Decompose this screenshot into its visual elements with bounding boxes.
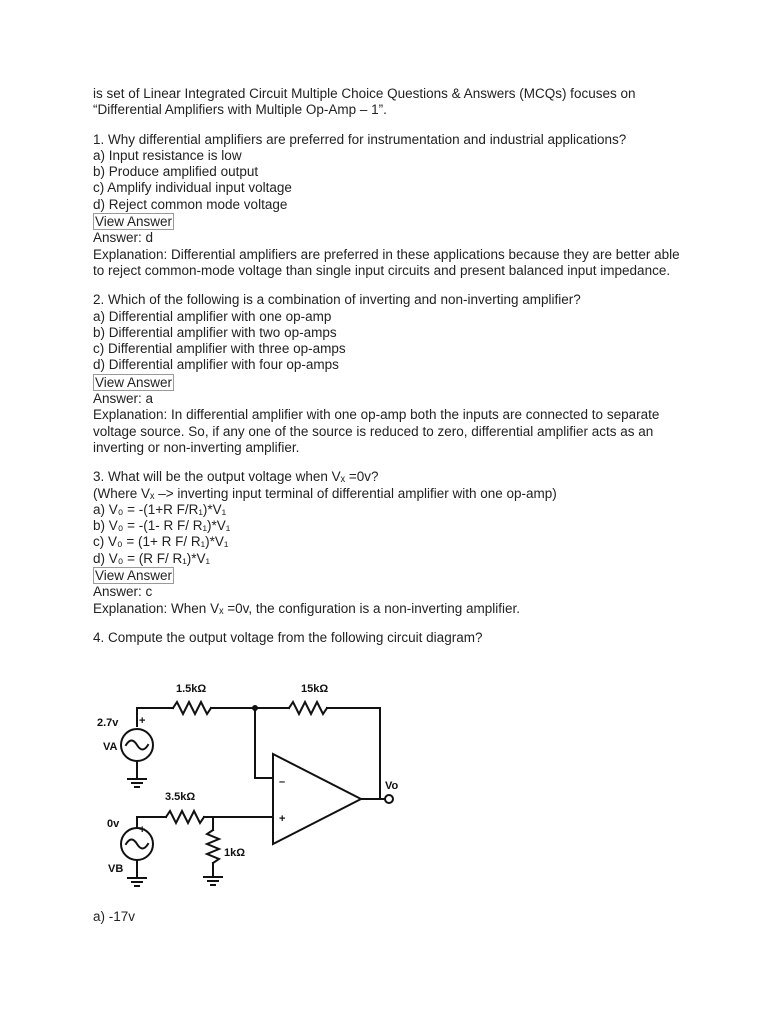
option-a: a) Input resistance is low: [93, 147, 242, 163]
view-answer-button[interactable]: View Answer: [95, 568, 173, 584]
view-answer-button[interactable]: View Answer: [95, 374, 173, 390]
answer-text: Answer: a: [93, 391, 154, 407]
opamp-triangle: [273, 754, 361, 844]
rf-label: 15kΩ: [301, 683, 329, 695]
option-b: b) V₀ = -(1- R F/ R₁)*V₁: [93, 518, 231, 534]
option-a: a) -17v: [93, 909, 136, 924]
option-b: b) Differential amplifier with two op-amps: [93, 324, 337, 340]
option-d: d) Reject common mode voltage: [93, 196, 288, 212]
opamp-minus-label: –: [279, 776, 286, 788]
question-text: 4. Compute the output voltage from the following circuit diagram?: [93, 629, 483, 645]
question-text: 2. Which of the following is a combination of inverting and non-inverting amplifier?: [93, 292, 581, 308]
va-value-label: 2.7v: [97, 717, 119, 729]
resistor-r2: [166, 811, 204, 823]
explanation-text: Explanation: In differential amplifier with one op-amp both the inputs are connected to separate voltage source. So, if any one of the source is reduced to zero, differential amplifier acts as an inverting or non-inverting amplifier.: [93, 407, 660, 455]
va-name-label: VA: [103, 741, 118, 753]
document-body: [93, 86, 693, 646]
ground-icon: [127, 878, 147, 886]
source-plus-label: +: [139, 715, 146, 727]
vb-name-label: VB: [108, 863, 124, 875]
question-3: [93, 469, 693, 617]
explanation-text: Explanation: When Vₓ =0v, the configuration is a non-inverting amplifier.: [93, 600, 521, 616]
r3-label: 1kΩ: [224, 847, 246, 859]
question-2: [93, 292, 693, 456]
option-a: a) Differential amplifier with one op-amp: [93, 308, 332, 324]
question-text: 1. Why differential amplifiers are preferred for instrumentation and industrial applications?: [93, 131, 627, 147]
source-plus-label: +: [139, 824, 146, 836]
question-4: [93, 630, 693, 646]
option-d: d) Differential amplifier with four op-amps: [93, 357, 339, 373]
question-text: 3. What will be the output voltage when Vₓ =0v?: [93, 469, 379, 485]
r2-label: 3.5kΩ: [165, 791, 196, 803]
option-b: b) Produce amplified output: [93, 164, 259, 180]
output-terminal: [385, 795, 393, 803]
vb-value-label: 0v: [107, 818, 120, 830]
view-answer-button[interactable]: View Answer: [95, 214, 173, 230]
option-c: c) Amplify individual input voltage: [93, 180, 292, 196]
option-d: d) V₀ = (R F/ R₁)*V₁: [93, 550, 211, 566]
ground-icon: [203, 877, 223, 885]
resistor-r1: [173, 702, 211, 714]
option-c: c) Differential amplifier with three op-amps: [93, 341, 346, 357]
answer-text: Answer: c: [93, 584, 153, 600]
ground-icon: [127, 779, 147, 787]
intro-text: is set of Linear Integrated Circuit Multiple Choice Questions & Answers (MCQs) focuses on “Differential Amplifiers with Multiple Op-Amp – 1”.: [93, 86, 636, 118]
circuit-diagram: [93, 672, 423, 902]
r1-label: 1.5kΩ: [176, 683, 207, 695]
option-a: a) V₀ = -(1+R F/R₁)*V₁: [93, 501, 227, 517]
sine-icon: [126, 741, 148, 750]
resistor-r3: [207, 830, 219, 863]
answer-text: Answer: d: [93, 230, 154, 246]
junction-dot: [252, 705, 258, 711]
sine-icon: [126, 840, 148, 849]
option-c: c) V₀ = (1+ R F/ R₁)*V₁: [93, 534, 229, 550]
resistor-rf: [289, 702, 327, 714]
opamp-plus-label: +: [279, 813, 286, 825]
question-1: [93, 132, 693, 280]
output-label: Vo: [385, 780, 399, 792]
question-subline: (Where Vₓ –> inverting input terminal of differential amplifier with one op-amp): [93, 485, 557, 501]
explanation-text: Explanation: Differential amplifiers are preferred in these applications because they are better able to reject common-mode voltage than single input circuits and present balanced input impedance.: [93, 246, 680, 278]
